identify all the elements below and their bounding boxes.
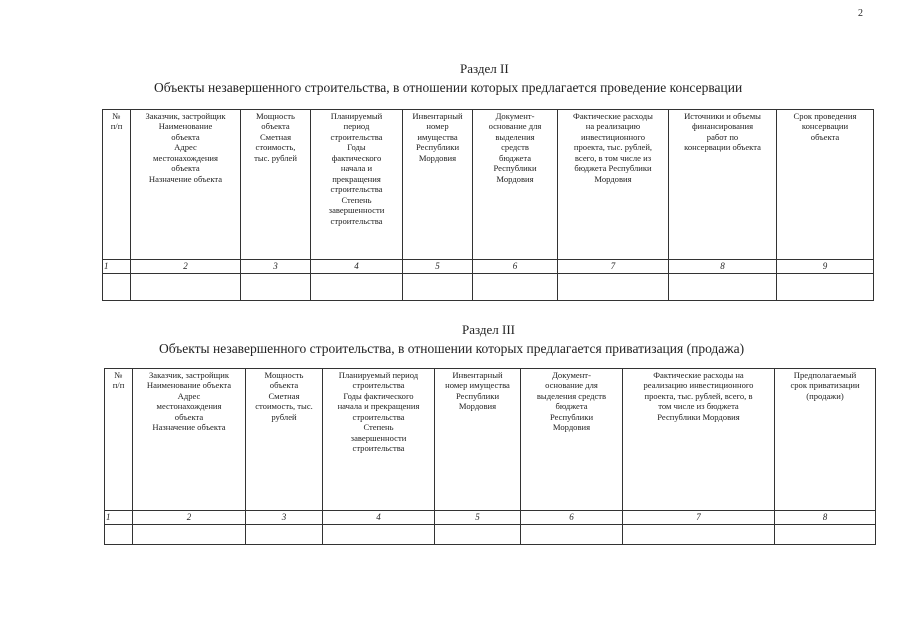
- header-cell-line: Фактические расходы на: [653, 370, 744, 380]
- header-cell-line: Наименование объекта: [146, 380, 232, 391]
- header-cell-line: на реализацию: [585, 121, 641, 132]
- header-cell-line: стоимость, тыс.: [255, 401, 313, 412]
- header-cell-line: инвестиционного: [581, 131, 645, 142]
- section-2-column-number-8: 8: [669, 260, 777, 274]
- section-2-data-cell-3[interactable]: [241, 273, 311, 300]
- header-cell-line: Инвентарный: [412, 111, 463, 121]
- header-cell-line: Мордовия: [552, 422, 591, 433]
- section-3-header-cell-5: [435, 369, 521, 511]
- section-2-title: Объекты незавершенного строительства, в отношении которых предлагается проведение консервации: [154, 80, 743, 95]
- header-cell-line: Мордовия: [458, 401, 497, 412]
- section-2-data-cell-9[interactable]: [777, 273, 874, 300]
- header-cell-line: местонахождения: [153, 152, 218, 163]
- header-cell-line: Сметная: [268, 390, 300, 401]
- header-cell-line: Республики: [549, 411, 594, 422]
- header-cell-line: №: [114, 370, 123, 380]
- header-cell-line: Республики: [455, 390, 500, 401]
- section-3-data-cell-7[interactable]: [623, 524, 775, 544]
- section-2-heading: Раздел II: [460, 61, 509, 76]
- header-cell-line: объекта: [261, 121, 290, 132]
- header-cell-line: реализацию инвестиционного: [643, 380, 754, 391]
- header-cell-line: консервации: [801, 121, 849, 132]
- section-3-column-number-5: 5: [435, 511, 521, 525]
- header-cell-line: бюджета Республики: [574, 163, 652, 174]
- header-cell-line: том числе из бюджета: [658, 401, 739, 412]
- header-cell-line: Степень: [341, 194, 372, 205]
- section-3-column-number-8: 8: [775, 511, 876, 525]
- section-2-data-cell-4[interactable]: [311, 273, 403, 300]
- section-2-column-number-3: 3: [241, 260, 311, 274]
- header-cell-line: средств: [501, 142, 529, 153]
- header-cell-line: Мощность: [256, 111, 295, 121]
- header-cell-line: Назначение объекта: [148, 173, 223, 184]
- section-2-column-number-6: 6: [473, 260, 558, 274]
- header-cell-line: Годы: [347, 142, 366, 153]
- header-cell-line: Республики Мордовия: [657, 411, 740, 422]
- section-3-data-cell-3[interactable]: [246, 524, 323, 544]
- section-2-data-cell-6[interactable]: [473, 273, 558, 300]
- section-2-column-number-7: 7: [558, 260, 669, 274]
- header-cell-line: объекта: [171, 163, 200, 174]
- section-3-header-cell-6: [521, 369, 623, 511]
- header-cell-line: проекта, тыс. рублей,: [573, 142, 653, 153]
- header-cell-line: Мордовия: [496, 173, 534, 184]
- header-cell-line: строительства: [352, 443, 405, 454]
- section-3-empty-row[interactable]: [105, 524, 876, 544]
- section-2-header-cell-2: [131, 110, 241, 260]
- header-cell-line: Мордовия: [418, 152, 457, 163]
- header-cell-line: Срок проведения: [793, 111, 857, 121]
- section-2-data-cell-2[interactable]: [131, 273, 241, 300]
- section-3-heading: Раздел III: [462, 322, 516, 337]
- section-3-data-cell-6[interactable]: [521, 524, 623, 544]
- section-3-column-number-6: 6: [521, 511, 623, 525]
- header-cell-line: Предполагаемый: [793, 370, 857, 380]
- header-cell-line: завершенности: [350, 432, 407, 443]
- header-cell-line: объекта: [174, 411, 204, 422]
- header-cell-line: работ по: [706, 131, 739, 142]
- section-2-header-cell-1: [103, 110, 131, 260]
- section-3-column-number-1: 1: [105, 511, 133, 525]
- section-3-column-number-4: 4: [323, 511, 435, 525]
- section-3-column-number-2: 2: [133, 511, 246, 525]
- header-cell-line: строительства: [330, 215, 383, 226]
- header-cell-line: строительства: [330, 184, 383, 195]
- header-cell-line: №: [112, 111, 121, 121]
- header-cell-line: всего, в том числе из: [574, 152, 652, 163]
- section-3-data-cell-2[interactable]: [133, 524, 246, 544]
- section-3-data-cell-5[interactable]: [435, 524, 521, 544]
- header-cell-line: прекращения: [332, 173, 381, 184]
- header-cell-line: местонахождения: [156, 401, 222, 412]
- header-cell-line: рублей: [271, 411, 297, 422]
- section-2-data-cell-7[interactable]: [558, 273, 669, 300]
- header-cell-line: проекта, тыс. рублей, всего, в: [644, 390, 753, 401]
- header-cell-line: объекта: [269, 380, 299, 391]
- section-2-header-cell-4: [311, 110, 403, 260]
- section-3-number-row: [105, 511, 876, 525]
- section-2-header-cell-8: [669, 110, 777, 260]
- section-3-column-number-7: 7: [623, 511, 775, 525]
- header-cell-line: Степень: [363, 422, 394, 433]
- header-cell-line: Республики: [493, 163, 537, 174]
- header-cell-line: Мордовия: [594, 173, 632, 184]
- header-cell-line: строительства: [352, 380, 405, 391]
- section-2-header-cell-7: [558, 110, 669, 260]
- section-3-title: Объекты незавершенного строительства, в отношении которых предлагается приватизация (продажа): [159, 341, 745, 356]
- section-3-header-cell-7: [623, 369, 775, 511]
- section-2-column-number-2: 2: [131, 260, 241, 274]
- section-2-column-number-5: 5: [403, 260, 473, 274]
- header-cell-line: Заказчик, застройщик: [145, 111, 226, 121]
- header-cell-line: начала и прекращения: [337, 401, 420, 412]
- section-2-column-number-9: 9: [777, 260, 874, 274]
- header-cell-line: Наименование: [158, 121, 213, 132]
- section-3-data-cell-1[interactable]: [105, 524, 133, 544]
- header-cell-line: номер: [426, 121, 449, 132]
- header-cell-line: п/п: [110, 121, 123, 132]
- header-cell-line: Назначение объекта: [152, 422, 226, 433]
- header-cell-line: начала и: [340, 163, 373, 174]
- page-number: 2: [858, 8, 863, 19]
- header-cell-line: Республики: [415, 142, 460, 153]
- header-cell-line: Годы фактического: [343, 390, 414, 401]
- header-cell-line: объекта: [171, 131, 200, 142]
- section-2-data-cell-1[interactable]: [103, 273, 131, 300]
- header-cell-line: объекта: [810, 131, 840, 142]
- header-cell-line: основание для: [545, 380, 598, 391]
- section-2-header-cell-3: [241, 110, 311, 260]
- section-3-data-cell-4[interactable]: [323, 524, 435, 544]
- header-cell-line: п/п: [112, 380, 125, 391]
- header-cell-line: Планируемый период: [338, 370, 419, 380]
- header-cell-line: бюджета: [498, 152, 532, 163]
- header-cell-line: номер имущества: [445, 380, 510, 391]
- section-2-column-number-1: 1: [103, 260, 131, 274]
- header-cell-line: Документ-: [495, 111, 535, 121]
- header-cell-line: Заказчик, застройщик: [148, 370, 230, 380]
- header-cell-line: Адрес: [174, 142, 197, 153]
- header-cell-line: выделения средств: [536, 390, 607, 401]
- section-2-header-cell-5: [403, 110, 473, 260]
- section-2-empty-row[interactable]: [103, 273, 874, 300]
- header-cell-line: Фактические расходы: [573, 111, 653, 121]
- header-cell-line: консервации объекта: [684, 142, 761, 153]
- section-3-header-cell-2: [133, 369, 246, 511]
- section-3-header-cell-1: [105, 369, 133, 511]
- header-cell-line: завершенности: [328, 205, 385, 216]
- section-2-header-row: [103, 110, 874, 260]
- section-3-header-cell-3: [246, 369, 323, 511]
- header-cell-line: строительства: [352, 411, 405, 422]
- section-2-table: [102, 109, 874, 301]
- header-cell-line: имущества: [417, 131, 458, 142]
- section-2-data-cell-5[interactable]: [403, 273, 473, 300]
- header-cell-line: бюджета: [555, 401, 588, 412]
- section-2-header-cell-9: [777, 110, 874, 260]
- section-2-number-row: [103, 260, 874, 274]
- section-2-header-cell-6: [473, 110, 558, 260]
- header-cell-line: Мощность: [264, 370, 304, 380]
- header-cell-line: фактического: [331, 152, 382, 163]
- header-cell-line: Сметная: [259, 131, 292, 142]
- section-2-data-cell-8[interactable]: [669, 273, 777, 300]
- section-3-table: [104, 368, 876, 545]
- section-3-data-cell-8[interactable]: [775, 524, 876, 544]
- section-3-column-number-3: 3: [246, 511, 323, 525]
- section-2-column-number-4: 4: [311, 260, 403, 274]
- header-cell-line: финансирования: [691, 121, 754, 132]
- header-cell-line: основание для: [488, 121, 542, 132]
- header-cell-line: Источники и объемы: [684, 111, 761, 121]
- header-cell-line: Инвентарный: [452, 370, 503, 380]
- header-cell-line: период: [343, 121, 370, 132]
- section-3-header-cell-8: [775, 369, 876, 511]
- header-cell-line: Документ-: [552, 370, 591, 380]
- header-cell-line: (продажи): [806, 390, 844, 401]
- header-cell-line: строительства: [330, 131, 383, 142]
- header-cell-line: срок приватизации: [790, 380, 860, 391]
- section-3-header-cell-4: [323, 369, 435, 511]
- section-3-header-row: [105, 369, 876, 511]
- header-cell-line: Адрес: [177, 390, 201, 401]
- header-cell-line: стоимость,: [255, 142, 296, 153]
- header-cell-line: Планируемый: [330, 111, 383, 121]
- header-cell-line: выделения: [495, 131, 535, 142]
- header-cell-line: тыс. рублей: [254, 152, 297, 163]
